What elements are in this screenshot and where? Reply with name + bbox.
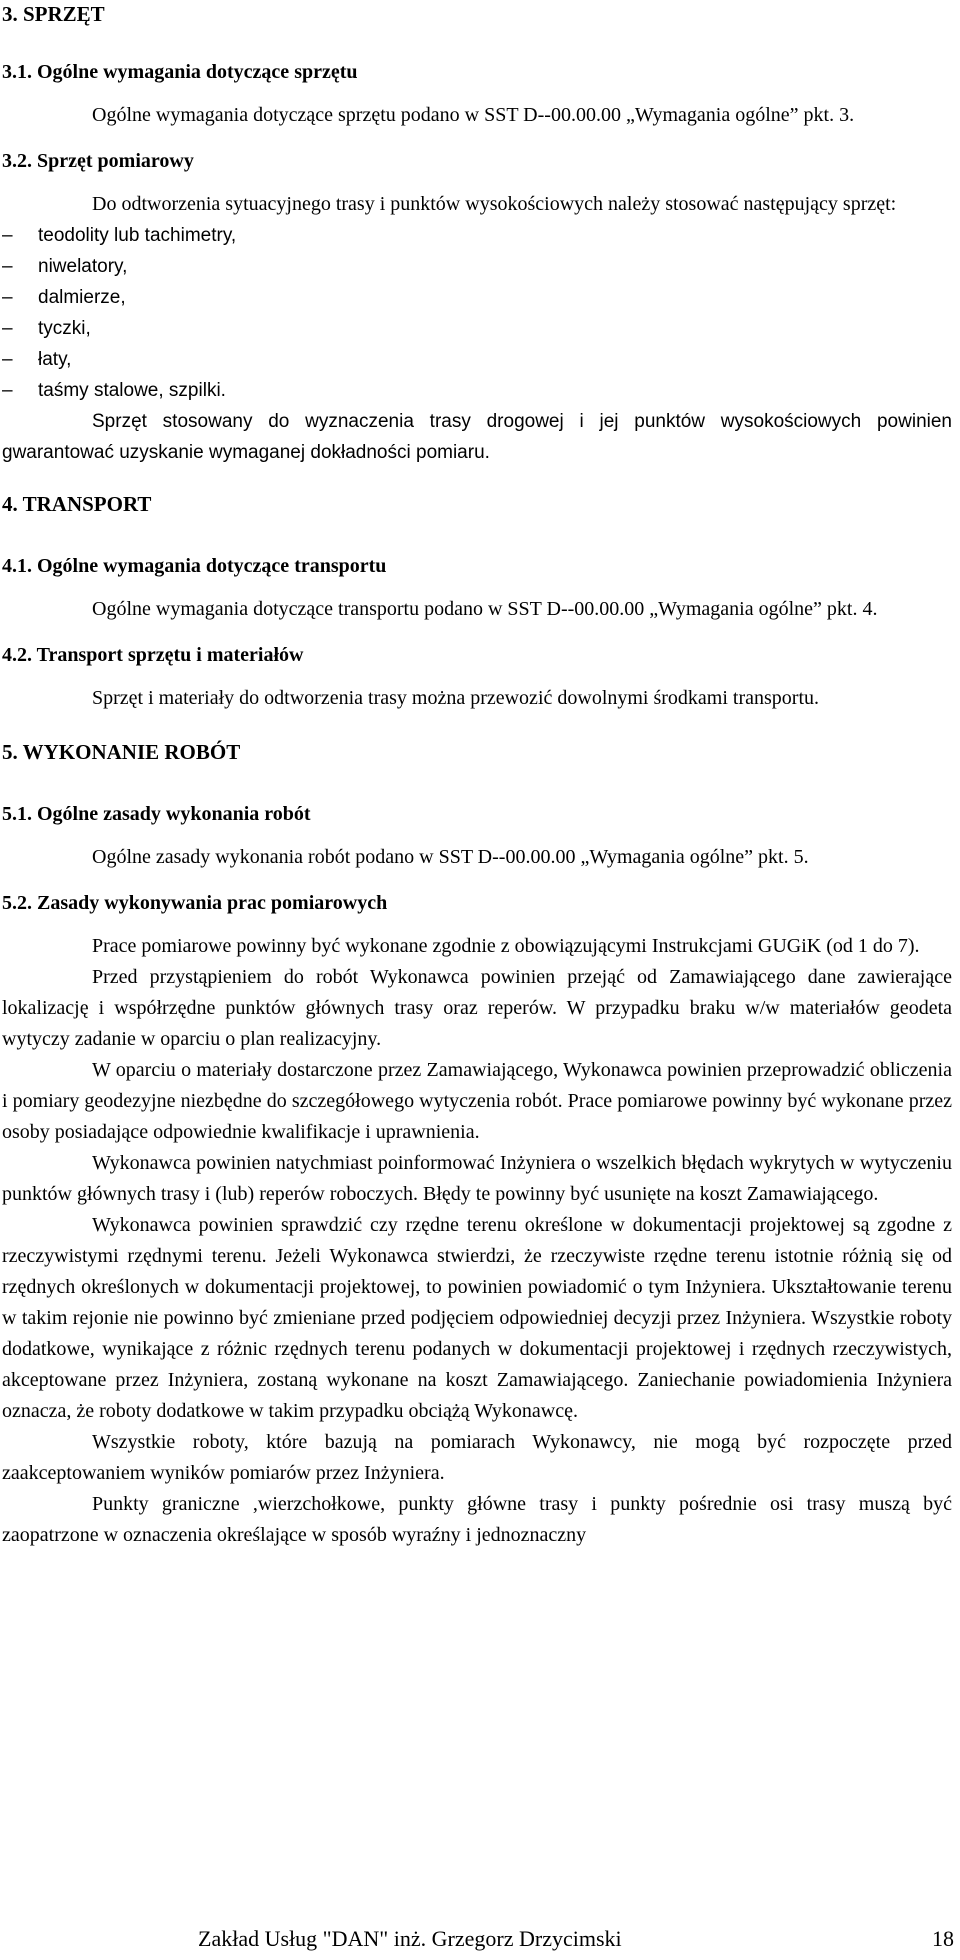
heading-section-4-2: 4.2. Transport sprzętu i materiałów bbox=[2, 644, 304, 666]
list-item: – tyczki, bbox=[2, 313, 952, 344]
paragraph-5-2-a: Prace pomiarowe powinny być wykonane zgodnie z obowiązującymi Instrukcjami GUGiK (od 1 do 7). bbox=[92, 935, 920, 957]
paragraph-5-1: Ogólne zasady wykonania robót podano w SST D--00.00.00 „Wymagania ogólne” pkt. 5. bbox=[92, 846, 809, 868]
heading-section-3: 3. SPRZĘT bbox=[2, 2, 105, 26]
heading-section-5-2: 5.2. Zasady wykonywania prac pomiarowych bbox=[2, 892, 388, 914]
paragraph-3-2-accuracy: Sprzęt stosowany do wyznaczenia trasy drogowej i jej punktów wysokościowych powinien gwarantować uzyskanie wymaganej dokładności pomiaru. bbox=[2, 411, 952, 463]
paragraph-4-2: Sprzęt i materiały do odtworzenia trasy można przewozić dowolnymi środkami transportu. bbox=[92, 687, 820, 709]
list-item: – teodolity lub tachimetry, bbox=[2, 220, 952, 251]
list-item: – taśmy stalowe, szpilki. bbox=[2, 375, 952, 406]
paragraph-5-2-e: Wykonawca powinien sprawdzić czy rzędne terenu określone w dokumentacji projektowej są zgodne z rzeczywistymi rzędnymi terenu. Jeżeli Wykonawca stwierdzi, że rzeczywiste rzędne terenu istotnie różnią się od rzędnych określonych w dokumentacji projektowej, to powinien powiadomić o tym Inżyniera. Ukształtowanie terenu w takim rejonie nie powinno być zmieniane przed podjęciem odpowiedniej decyzji przez Inżyniera. Wszystkie roboty dodatkowe, wynikające z różnic rzędnych terenu podanych w dokumentacji projektowej i rzędnych rzeczywistych, akceptowane przez Inżyniera, zostaną wykonane na koszt Zamawiającego. Zaniechanie powiadomienia Inżyniera oznacza, że roboty dodatkowe w takim przypadku obciążą Wykonawcę. bbox=[2, 1214, 952, 1422]
heading-section-4: 4. TRANSPORT bbox=[2, 492, 152, 516]
paragraph-5-2-g: Punkty graniczne ,wierzchołkowe, punkty główne trasy i punkty pośrednie osi trasy muszą być zaopatrzone w oznaczenia określające w sposób wyraźny i jednoznaczny bbox=[2, 1493, 952, 1546]
list-item: – niwelatory, bbox=[2, 251, 952, 282]
heading-section-5-1: 5.1. Ogólne zasady wykonania robót bbox=[2, 803, 311, 825]
page-content bbox=[2, 0, 952, 1551]
paragraph-5-2-c: W oparciu o materiały dostarczone przez Zamawiającego, Wykonawca powinien przeprowadzić obliczenia i pomiary geodezyjne niezbędne do szczegółowego wytyczenia robót. Prace pomiarowe powinny być wykonane przez osoby posiadające odpowiednie kwalifikacje i uprawnienia. bbox=[2, 1059, 952, 1143]
list-item: – dalmierze, bbox=[2, 282, 952, 313]
equipment-list bbox=[2, 220, 952, 406]
paragraph-3-1: Ogólne wymagania dotyczące sprzętu podano w SST D--00.00.00 „Wymagania ogólne” pkt. 3. bbox=[92, 104, 855, 126]
paragraph-3-2-intro: Do odtworzenia sytuacyjnego trasy i punktów wysokościowych należy stosować następujący sprzęt: bbox=[92, 193, 897, 215]
heading-section-3-2: 3.2. Sprzęt pomiarowy bbox=[2, 150, 194, 172]
paragraph-5-2-b: Przed przystąpieniem do robót Wykonawca powinien przejąć od Zamawiającego dane zawierające lokalizację i współrzędne punktów głównych trasy oraz reperów. W przypadku braku w/w materiałów geodeta wytyczy zadanie w oparciu o plan realizacyjny. bbox=[2, 966, 952, 1050]
page-number: 18 bbox=[932, 1926, 954, 1951]
page-footer bbox=[0, 1926, 960, 1956]
heading-section-4-1: 4.1. Ogólne wymagania dotyczące transportu bbox=[2, 555, 387, 577]
paragraph-4-1: Ogólne wymagania dotyczące transportu podano w SST D--00.00.00 „Wymagania ogólne” pkt. 4. bbox=[92, 598, 878, 620]
heading-section-5: 5. WYKONANIE ROBÓT bbox=[2, 740, 241, 764]
list-item: – łaty, bbox=[2, 344, 952, 375]
paragraph-5-2-d: Wykonawca powinien natychmiast poinformować Inżyniera o wszelkich błędach wykrytych w wytyczeniu punktów głównych trasy i (lub) reperów roboczych. Błędy te powinny być usunięte na koszt Zamawiającego. bbox=[2, 1152, 952, 1205]
heading-section-3-1: 3.1. Ogólne wymagania dotyczące sprzętu bbox=[2, 61, 358, 83]
paragraph-5-2-f: Wszystkie roboty, które bazują na pomiarach Wykonawcy, nie mogą być rozpoczęte przed zaakceptowaniem wyników pomiarów przez Inżyniera. bbox=[2, 1431, 952, 1484]
footer-organization: Zakład Usług "DAN" inż. Grzegorz Drzycimski bbox=[198, 1926, 622, 1951]
